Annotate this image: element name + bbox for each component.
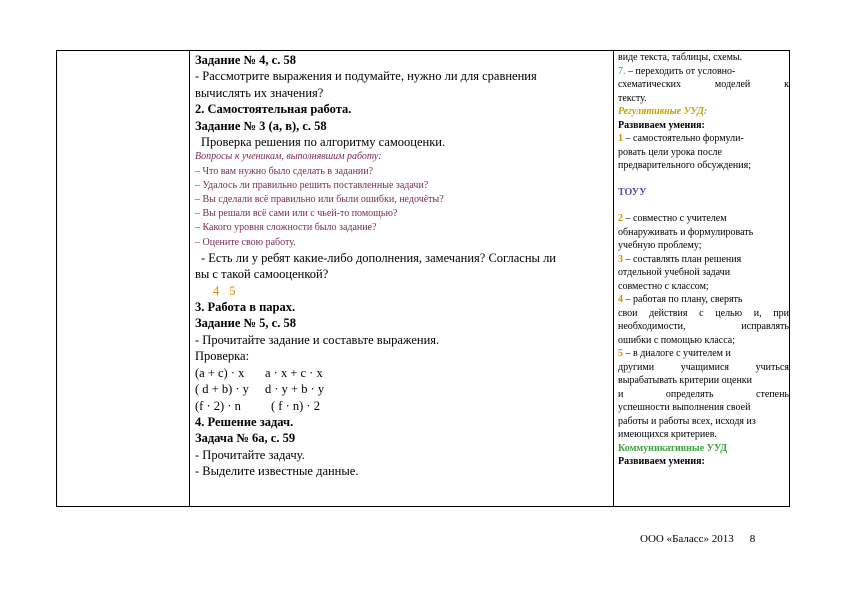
check-label: Проверка: — [195, 349, 250, 364]
publisher-text: ООО «Баласс» 2013 — [640, 533, 734, 545]
skill-text: 5 – в диалоге с учителем и — [618, 348, 731, 359]
task-text: - Выделите известные данные. — [195, 464, 359, 479]
skill-text: работы и работы всех, исходя из — [618, 415, 756, 427]
skill-text: тексту. — [618, 92, 647, 104]
question-item: – Вы решали всё сами или с чьей-то помощью? — [195, 208, 398, 220]
section-heading: 3. Работа в парах. — [195, 300, 296, 315]
question-item: – Какого уровня сложности было задание? — [195, 222, 377, 234]
skill-text: предварительного обсуждения; — [618, 160, 751, 171]
skill-number: 7. — [618, 65, 626, 77]
skill-text: свои действия с целью и, при — [618, 307, 789, 319]
lesson-content-column — [191, 51, 609, 506]
skill-text: 1 – самостоятельно формули- — [618, 133, 744, 144]
skill-text: ровать цели урока после — [618, 146, 722, 158]
expression: (a + c) · x — [195, 365, 245, 380]
skill-text: виде текста, таблицы, схемы. — [618, 52, 743, 63]
skill-number: 1 — [618, 133, 623, 144]
expression: a · x + c · x — [265, 365, 323, 380]
expression: (f · 2) · n — [195, 398, 241, 413]
assessment-numbers — [195, 283, 605, 299]
skill-number: 4 — [618, 294, 623, 305]
skill-text: 7. – переходить от условно- — [618, 65, 736, 77]
question-item: – Оцените свою работу. — [195, 236, 296, 248]
question-item: – Вы сделали всё правильно или были ошибки, недочёты? — [195, 194, 444, 206]
toyu-header: ТОУУ — [618, 186, 647, 198]
task-text: вычислять их значения? — [195, 85, 324, 100]
question-item: – Что вам нужно было сделать в задании? — [195, 165, 374, 177]
skill-number: 3 — [618, 253, 623, 265]
regulative-header: Регулятивные УУД: — [618, 106, 708, 117]
skill-text: отдельной учебной задачи — [618, 267, 731, 278]
skill-text: 3 – составлять план решения — [618, 253, 742, 265]
skill-text: совместно с классом; — [618, 280, 709, 292]
skill-text: ошибки с помощью класса; — [618, 334, 736, 346]
skill-text: 4 – работая по плану, сверять — [618, 294, 743, 305]
task-heading: Задание № 5, с. 58 — [195, 316, 296, 331]
task-heading: Задача № 6а, с. 59 — [195, 431, 296, 446]
task-text: - Прочитайте задание и составьте выражения. — [195, 332, 440, 347]
page-footer — [640, 533, 755, 545]
number-marker: 5 — [229, 283, 236, 298]
expression-row — [195, 365, 605, 381]
page-number: 8 — [749, 533, 756, 545]
column-divider — [189, 51, 190, 506]
column-divider — [613, 51, 614, 506]
additions-text: - Есть ли у ребят какие-либо дополнения, замечания? Согласны ли — [201, 250, 556, 265]
expression: ( f · n) · 2 — [271, 398, 320, 413]
skill-text: успешности выполнения своей — [618, 402, 751, 413]
communicative-header: Коммуникативные УУД — [618, 442, 728, 454]
task-heading: Задание № 4, с. 58 — [195, 53, 296, 67]
skill-text: другими учащимися учиться — [618, 361, 789, 373]
task-text: - Рассмотрите выражения и подумайте, нужно ли для сравнения — [195, 69, 537, 84]
develop-label: Развиваем умения: — [618, 119, 705, 131]
section-heading: 4. Решение задач. — [195, 414, 294, 429]
additions-text: вы с такой самооценкой? — [195, 267, 329, 282]
expression: ( d + b) · y — [195, 382, 249, 397]
expression: d · y + b · y — [265, 382, 325, 397]
number-marker: 4 — [213, 283, 220, 298]
skill-text: схематических моделей к — [618, 79, 789, 90]
skill-text: вырабатывать критерии оценки — [618, 375, 753, 386]
skill-text: необходимости, исправлять — [618, 321, 789, 332]
skill-text: имеющихся критериев. — [618, 429, 717, 440]
check-text: Проверка решения по алгоритму самооценки. — [201, 135, 446, 150]
skill-number: 5 — [618, 348, 623, 359]
lesson-table — [56, 50, 790, 507]
skills-column — [615, 51, 791, 506]
skill-text: учебную проблему; — [618, 240, 702, 251]
expression-row — [195, 381, 605, 397]
questions-heading: Вопросы к ученикам, выполнявшим работу: — [195, 151, 382, 163]
task-text: - Прочитайте задачу. — [195, 447, 305, 462]
skill-text: 2 – совместно с учителем — [618, 213, 727, 224]
expression-row — [195, 398, 605, 414]
skill-number: 2 — [618, 213, 623, 224]
skill-text: обнаруживать и формулировать — [618, 226, 754, 238]
section-heading: 2. Самостоятельная работа. — [195, 102, 352, 117]
skill-text: и определять степень — [618, 388, 789, 400]
question-item: – Удалось ли правильно решить поставленные задачи? — [195, 179, 429, 191]
develop-label: Развиваем умения: — [618, 456, 705, 467]
task-heading: Задание № 3 (а, в), с. 58 — [195, 118, 327, 133]
